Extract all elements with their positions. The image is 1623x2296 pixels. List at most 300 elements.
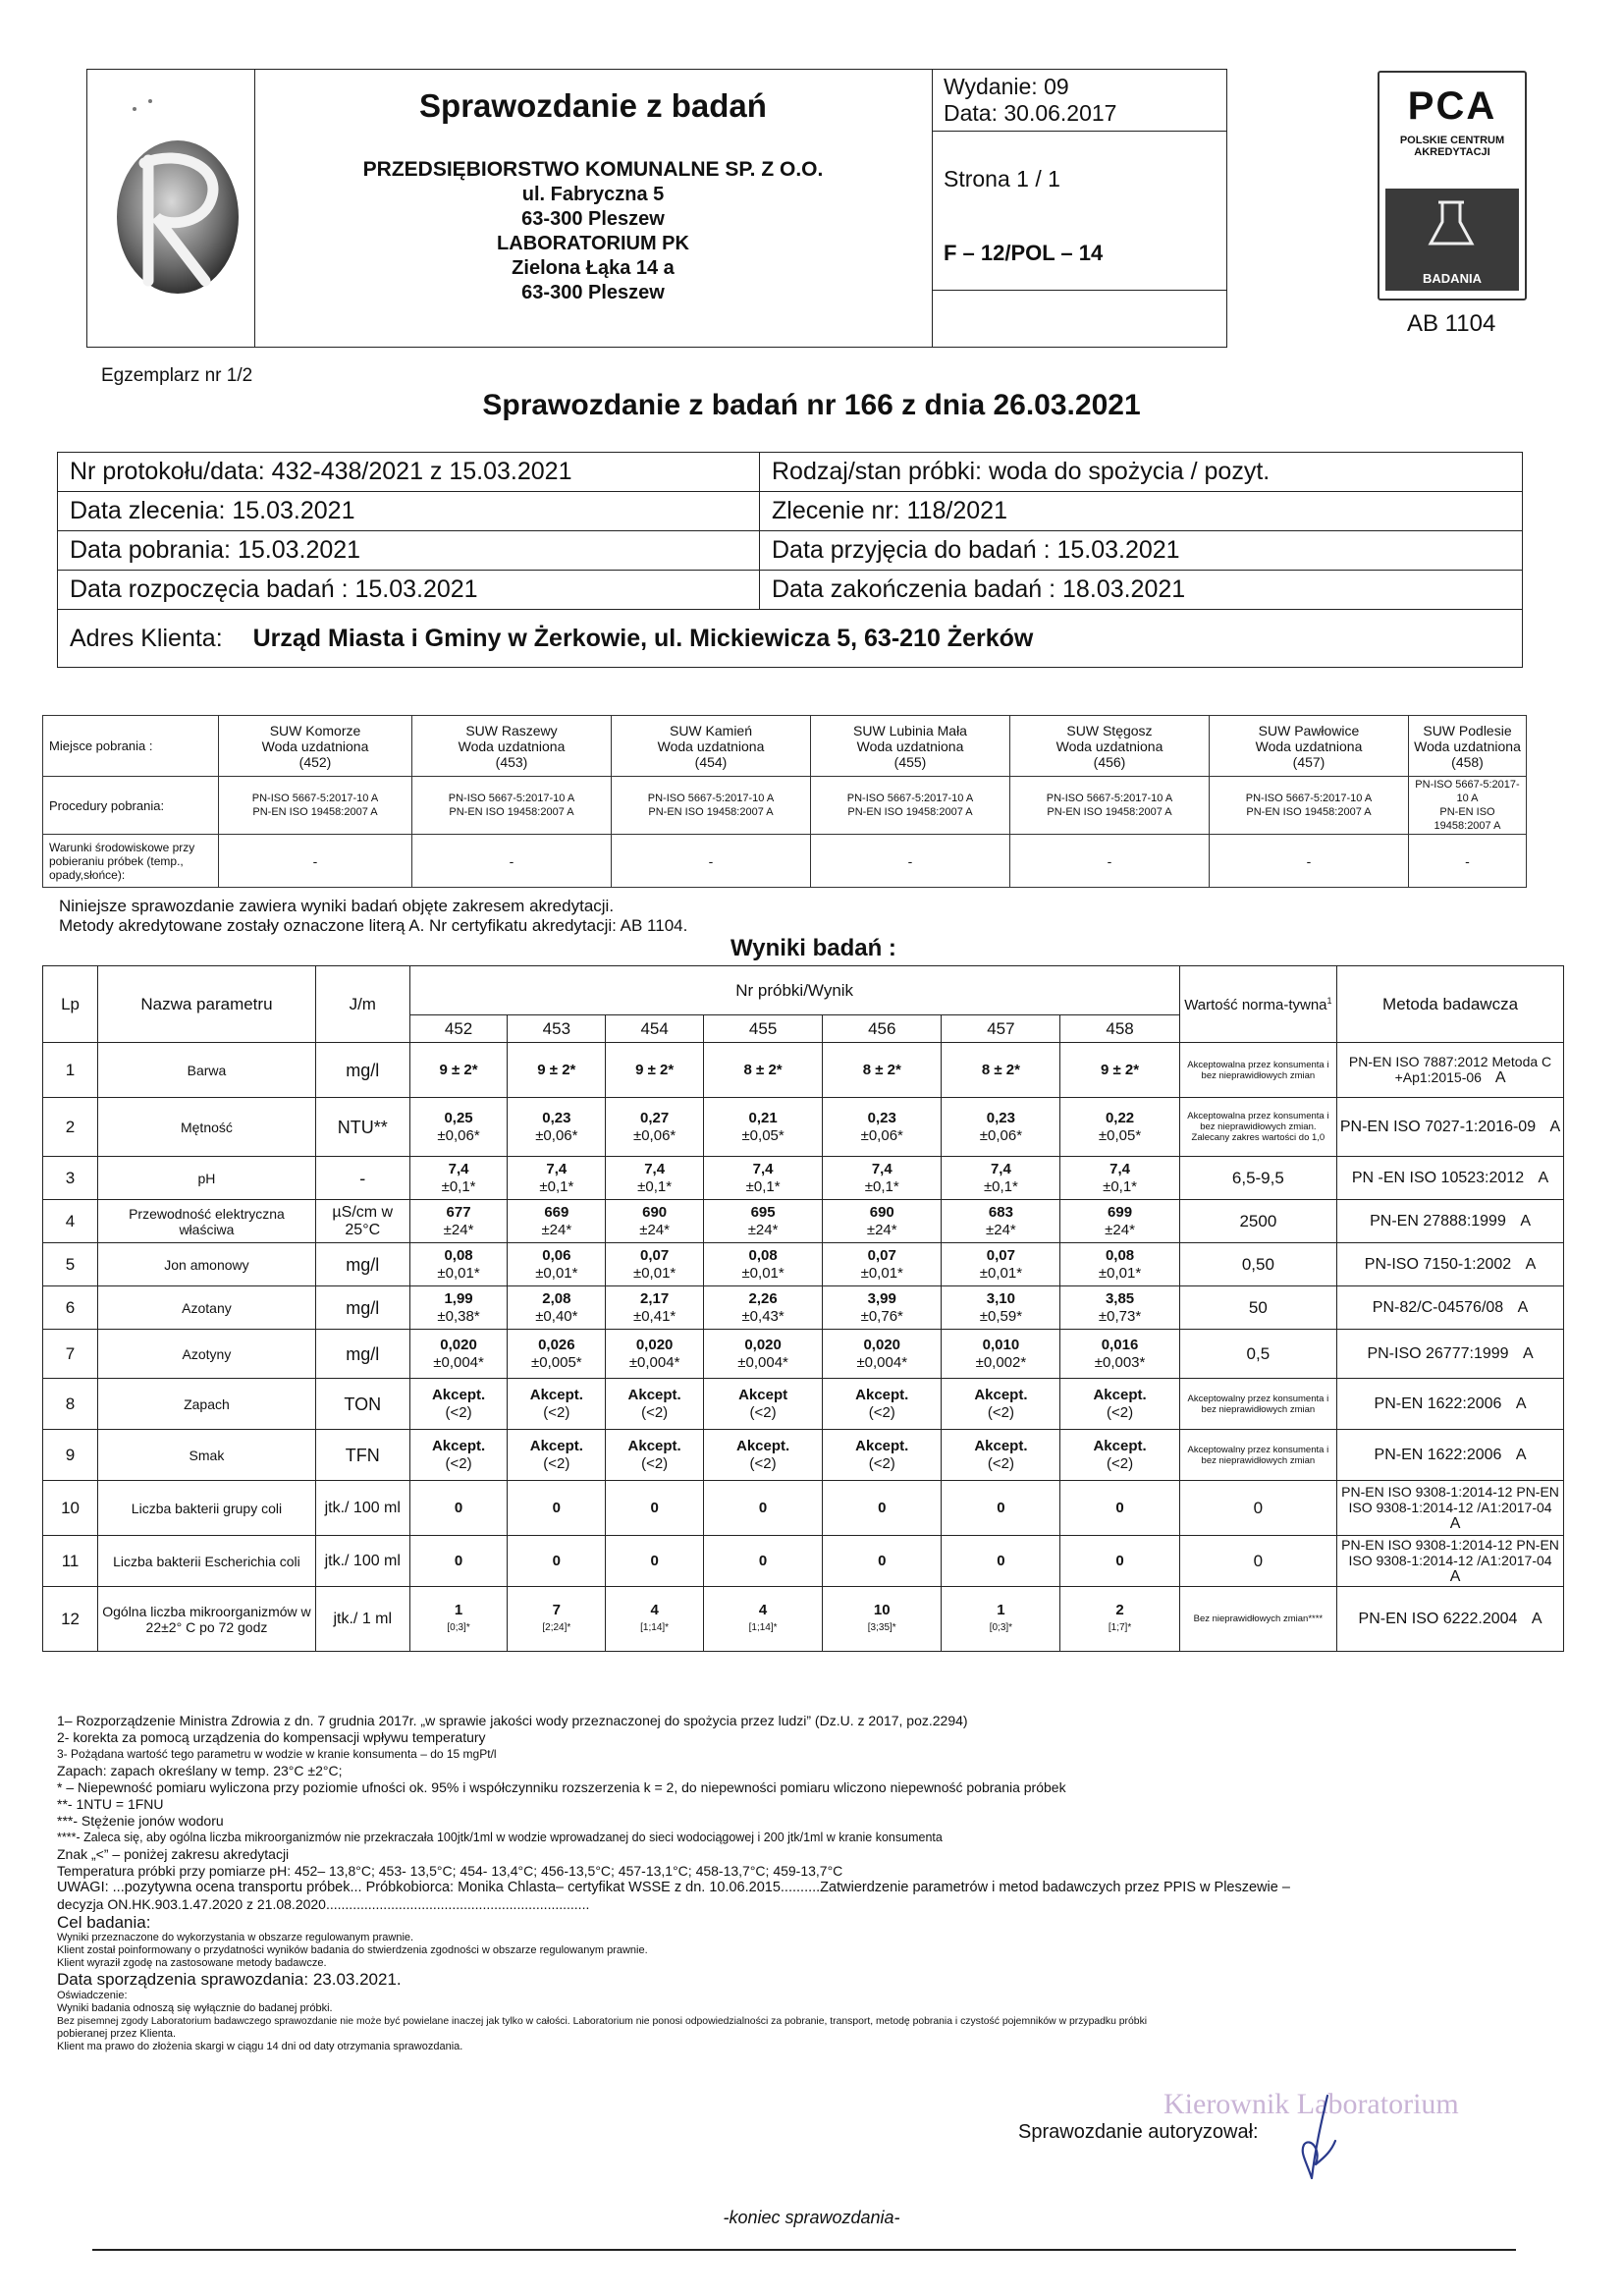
end-date: Data zakończenia badań : 18.03.2021	[760, 571, 1523, 610]
result-value-cell	[1060, 1286, 1179, 1330]
start-date: Data rozpoczęcia badań : 15.03.2021	[58, 571, 760, 610]
uncertainty: ±0,43*	[741, 1307, 784, 1325]
result-value-cell	[409, 1043, 508, 1098]
report-header	[86, 69, 1227, 348]
col-parameter: Nazwa parametru	[98, 966, 316, 1043]
result-value-cell	[606, 1043, 704, 1098]
row-number: 5	[43, 1243, 98, 1286]
header-meta-cell	[932, 70, 1226, 347]
row-number: 12	[43, 1587, 98, 1652]
order-number: Zlecenie nr: 118/2021	[760, 492, 1523, 531]
result-value: 0,020	[440, 1336, 477, 1353]
result-value-cell	[942, 1481, 1060, 1536]
result-value-cell	[942, 1157, 1060, 1200]
report-title: Sprawozdanie z badań nr 166 z dnia 26.03.2021	[482, 389, 1141, 421]
site-id: (453)	[495, 753, 528, 770]
uncertainty: ±0,1*	[1103, 1177, 1138, 1195]
result-value: 0,25	[444, 1109, 473, 1126]
result-value: 0,020	[863, 1336, 901, 1353]
result-row	[43, 1587, 1564, 1652]
result-value-cell	[409, 1536, 508, 1587]
unit: TON	[315, 1379, 409, 1430]
result-value: 4	[758, 1601, 768, 1618]
test-method-cell	[1337, 1536, 1564, 1587]
footnote: Zapach: zapach określany w temp. 23°C ±2°C;	[57, 1763, 343, 1778]
result-value-cell	[942, 1587, 1060, 1652]
result-value: Akcept.	[855, 1386, 909, 1403]
test-method-cell	[1337, 1098, 1564, 1157]
result-value: 0,27	[640, 1109, 670, 1126]
row-number: 8	[43, 1379, 98, 1430]
result-row	[43, 1481, 1564, 1536]
results-table	[42, 965, 1564, 1652]
result-value-cell	[704, 1098, 823, 1157]
result-value: 8 ± 2*	[862, 1061, 901, 1078]
site-cell	[811, 716, 1010, 777]
result-value-cell	[508, 1157, 606, 1200]
site-type: Woda uzdatniona	[856, 738, 964, 754]
conditions-cell: -	[1010, 835, 1210, 888]
result-value-cell	[606, 1481, 704, 1536]
uncertainty: ±24*	[639, 1221, 670, 1238]
uncertainty: ±0,003*	[1094, 1353, 1146, 1371]
test-method: PN-EN 27888:1999	[1370, 1212, 1506, 1230]
conditions-cell: -	[811, 835, 1010, 888]
result-value: 0,08	[1105, 1246, 1135, 1264]
normative-value: 0,5	[1179, 1330, 1336, 1379]
procedure-1: PN-ISO 5667-5:2017-10 A	[1415, 779, 1520, 804]
uncertainty: (<2)	[641, 1454, 669, 1472]
site-type: Woda uzdatniona	[1055, 738, 1163, 754]
uncertainty: ±0,1*	[745, 1177, 781, 1195]
declaration-line: Bez pisemnej zgody Laboratorium badawczego sprawozdanie nie może być powielane inaczej jak tylko w całości. Laboratorium nie ponosi odpowiedzialności za pobranie, transport, metodę pobrania i czystość pojemników w przypadku próbki	[57, 2016, 1148, 2027]
result-value-cell	[1060, 1587, 1179, 1652]
result-value: 2,17	[640, 1289, 670, 1307]
result-value-cell	[1060, 1157, 1179, 1200]
result-value: 0,016	[1101, 1336, 1139, 1353]
result-value: Akcept.	[431, 1437, 486, 1454]
normative-footnote: 1	[1326, 995, 1332, 1006]
result-value-cell	[409, 1157, 508, 1200]
result-value-cell	[409, 1330, 508, 1379]
uncertainty: ±0,005*	[531, 1353, 582, 1371]
unit: jtk./ 1 ml	[315, 1587, 409, 1652]
unit: TFN	[315, 1430, 409, 1481]
result-value: 7,4	[644, 1160, 666, 1177]
uncertainty: (<2)	[1107, 1454, 1134, 1472]
footnote: ***- Stężenie jonów wodoru	[57, 1813, 224, 1829]
parameter-name: Azotany	[98, 1286, 316, 1330]
results-title: Wyniki badań :	[730, 935, 896, 961]
row-number: 3	[43, 1157, 98, 1200]
result-value-cell	[942, 1536, 1060, 1587]
address-line: Zielona Łąka 14 a	[512, 257, 675, 279]
procedure-cell	[1210, 777, 1409, 835]
sample-id: 453	[508, 1015, 606, 1043]
result-value-cell	[606, 1157, 704, 1200]
results-header-row	[43, 966, 1564, 1015]
signature-image	[1286, 2092, 1355, 2185]
procedure-1: PN-ISO 5667-5:2017-10 A	[647, 793, 775, 804]
procedure-cell	[612, 777, 811, 835]
procedure-1: PN-ISO 5667-5:2017-10 A	[1245, 793, 1373, 804]
result-value-cell	[942, 1098, 1060, 1157]
result-value: 0	[758, 1499, 768, 1516]
uncertainty: ±0,01*	[437, 1264, 480, 1282]
purpose-label: Cel badania:	[57, 1913, 151, 1932]
result-value-cell	[704, 1587, 823, 1652]
parameter-name: Jon amonowy	[98, 1243, 316, 1286]
uncertainty: ±0,06*	[860, 1126, 903, 1144]
sample-id: 456	[823, 1015, 942, 1043]
footnote: 2- korekta za pomocą urządzenia do kompensacji wpływu temperatury	[57, 1729, 486, 1745]
procedure-cell	[811, 777, 1010, 835]
normative-value: 6,5-9,5	[1179, 1157, 1336, 1200]
result-value-cell	[823, 1536, 942, 1587]
declaration-line: Wyniki badania odnoszą się wyłącznie do badanej próbki.	[57, 2002, 333, 2014]
unit: µS/cm w 25°C	[315, 1200, 409, 1243]
result-value-cell	[508, 1430, 606, 1481]
bottom-rule	[92, 2249, 1516, 2251]
result-value: 677	[446, 1203, 471, 1221]
normative-value: Akceptowalna przez konsumenta i bez nieprawidłowych zmian	[1179, 1043, 1336, 1098]
result-value-cell	[1060, 1200, 1179, 1243]
procedure-1: PN-ISO 5667-5:2017-10 A	[846, 793, 974, 804]
result-value: 699	[1108, 1203, 1133, 1221]
result-value-cell	[942, 1430, 1060, 1481]
result-value-cell	[823, 1587, 942, 1652]
site-id: (458)	[1451, 753, 1484, 770]
normative-value: 0	[1179, 1536, 1336, 1587]
uncertainty: ±0,1*	[983, 1177, 1018, 1195]
footnote: Temperatura próbki przy pomiarze pH: 452– 13,8°C; 453- 13,5°C; 454- 13,4°C; 456-13,5°C; 457-13,1°C; 458-13,7°C; 459-13,7°C	[57, 1863, 843, 1879]
unit: mg/l	[315, 1330, 409, 1379]
result-value-cell	[823, 1200, 942, 1243]
result-row	[43, 1430, 1564, 1481]
result-value-cell	[508, 1330, 606, 1379]
result-value-cell	[704, 1157, 823, 1200]
uncertainty: ±0,1*	[637, 1177, 673, 1195]
uncertainty: (<2)	[445, 1454, 472, 1472]
result-value: 0	[1115, 1499, 1124, 1516]
uncertainty: ±0,05*	[1098, 1126, 1142, 1144]
normative-value: Akceptowalny przez konsumenta i bez nieprawidłowych zmian	[1179, 1430, 1336, 1481]
result-value: 2,26	[748, 1289, 778, 1307]
report-info-table	[57, 452, 1523, 668]
result-value-cell	[1060, 1330, 1179, 1379]
result-value: 0,08	[748, 1246, 778, 1264]
end-of-report: -koniec sprawozdania-	[723, 2208, 900, 2227]
uncertainty: [1;7]*	[1108, 1621, 1132, 1633]
result-value: 0	[878, 1552, 887, 1569]
result-value-cell	[942, 1286, 1060, 1330]
parameter-name: Liczba bakterii grupy coli	[98, 1481, 316, 1536]
procedure-2: PN-EN ISO 19458:2007 A	[648, 806, 774, 818]
pca-name-line1: POLSKIE CENTRUM	[1399, 135, 1505, 146]
result-value-cell	[606, 1379, 704, 1430]
result-value-cell	[1060, 1430, 1179, 1481]
result-value-cell	[704, 1536, 823, 1587]
uncertainty: ±0,01*	[1098, 1264, 1142, 1282]
accreditation-mark: A	[1538, 1169, 1549, 1186]
sample-type: Rodzaj/stan próbki: woda do spożycia / pozyt.	[760, 453, 1523, 492]
result-row	[43, 1286, 1564, 1330]
uncertainty: (<2)	[987, 1454, 1014, 1472]
uncertainty: ±0,59*	[979, 1307, 1023, 1325]
result-value-cell	[508, 1587, 606, 1652]
col-samples: Nr próbki/Wynik	[409, 966, 1179, 1015]
result-value: 0,23	[867, 1109, 896, 1126]
result-value: 0,23	[986, 1109, 1015, 1126]
parameter-name: Azotyny	[98, 1330, 316, 1379]
uncertainty: (<2)	[987, 1403, 1014, 1421]
procedure-2: PN-EN ISO 19458:2007 A	[252, 806, 378, 818]
result-value-cell	[508, 1200, 606, 1243]
accreditation-mark: A	[1515, 1394, 1527, 1412]
result-value-cell	[704, 1481, 823, 1536]
site-name: SUW Lubinia Mała	[853, 722, 967, 738]
uncertainty: (<2)	[868, 1403, 895, 1421]
uncertainty: (<2)	[749, 1454, 777, 1472]
unit: jtk./ 100 ml	[315, 1481, 409, 1536]
result-value: 3,85	[1105, 1289, 1135, 1307]
procedure-1: PN-ISO 5667-5:2017-10 A	[251, 793, 379, 804]
uncertainty: ±0,01*	[535, 1264, 578, 1282]
result-value-cell	[508, 1379, 606, 1430]
result-value-cell	[409, 1243, 508, 1286]
test-method-cell	[1337, 1243, 1564, 1286]
result-value-cell	[1060, 1098, 1179, 1157]
protocol-number: Nr protokołu/data: 432-438/2021 z 15.03.2021	[58, 453, 760, 492]
uncertainty: ±0,004*	[628, 1353, 680, 1371]
footnotes	[57, 1713, 1290, 2053]
uncertainty: ±24*	[443, 1221, 474, 1238]
site-cell	[612, 716, 811, 777]
result-value: 683	[988, 1203, 1013, 1221]
pca-name-line2: AKREDYTACJI	[1414, 146, 1490, 158]
result-value-cell	[1060, 1379, 1179, 1430]
uncertainty: ±0,73*	[1098, 1307, 1142, 1325]
result-value: 9 ± 2*	[635, 1061, 675, 1078]
result-value: 0,07	[640, 1246, 670, 1264]
result-value-cell	[704, 1043, 823, 1098]
normative-value: 0,50	[1179, 1243, 1336, 1286]
footnote: ****- Zaleca się, aby ogólna liczba mikroorganizmów nie przekraczała 100jtk/1ml w wodzie wprowadzanej do sieci wodociągowej i 200 jtk/1ml w kranie konsumenta	[57, 1831, 943, 1844]
footnote: **- 1NTU = 1FNU	[57, 1796, 164, 1812]
page-box	[932, 131, 1226, 291]
result-value: 0,07	[986, 1246, 1015, 1264]
result-value: 0	[997, 1499, 1005, 1516]
result-value: Akcept.	[974, 1386, 1028, 1403]
procedure-2: PN-EN ISO 19458:2007 A	[1246, 806, 1372, 818]
result-value: 0,06	[542, 1246, 571, 1264]
procedure-cell	[412, 777, 612, 835]
declaration-line: pobieranej przez Klienta.	[57, 2028, 177, 2040]
site-id: (454)	[694, 753, 728, 770]
result-value: 7	[552, 1601, 562, 1618]
edition-date: Data: 30.06.2017	[944, 100, 1117, 126]
result-value-cell	[508, 1286, 606, 1330]
address-line: 63-300 Pleszew	[521, 208, 665, 230]
uncertainty: ±0,06*	[979, 1126, 1023, 1144]
accreditation-mark: A	[1520, 1212, 1531, 1230]
laboratory-manager-stamp: Kierownik Laboratorium	[1163, 2088, 1459, 2120]
result-value: Akcept	[738, 1386, 788, 1403]
parameter-name: Przewodność elektryczna właściwa	[98, 1200, 316, 1243]
uncertainty: ±0,38*	[437, 1307, 480, 1325]
accreditation-mark: A	[1525, 1255, 1537, 1273]
test-method: PN -EN ISO 10523:2012	[1351, 1169, 1525, 1186]
procedure-1: PN-ISO 5667-5:2017-10 A	[1046, 793, 1173, 804]
site-name: SUW Stęgosz	[1066, 722, 1153, 738]
site-name: SUW Kamień	[669, 722, 753, 738]
procedure-2: PN-EN ISO 19458:2007 A	[847, 806, 973, 818]
test-method-cell	[1337, 1286, 1564, 1330]
result-value-cell	[942, 1043, 1060, 1098]
result-row	[43, 1043, 1564, 1098]
site-id: (457)	[1292, 753, 1325, 770]
unit: jtk./ 100 ml	[315, 1536, 409, 1587]
test-method-cell	[1337, 1587, 1564, 1652]
result-value: 0,020	[635, 1336, 674, 1353]
test-method-cell	[1337, 1330, 1564, 1379]
result-value: 0,010	[982, 1336, 1020, 1353]
result-value: 0	[1115, 1552, 1124, 1569]
sampling-procedure-row	[43, 777, 1527, 835]
normative-value: Akceptowalny przez konsumenta i bez nieprawidłowych zmian	[1179, 1379, 1336, 1430]
result-value-cell	[606, 1286, 704, 1330]
normative-value: 2500	[1179, 1200, 1336, 1243]
result-value: Akcept.	[627, 1437, 681, 1454]
uncertainty: ±0,01*	[632, 1264, 676, 1282]
result-value-cell	[823, 1243, 942, 1286]
uncertainty: ±24*	[747, 1221, 779, 1238]
accreditation-mark: A	[1449, 1515, 1461, 1532]
uncertainty: ±0,76*	[860, 1307, 903, 1325]
result-value: 0,08	[444, 1246, 473, 1264]
uncertainty: ±24*	[866, 1221, 897, 1238]
copy-number: Egzemplarz nr 1/2	[101, 365, 253, 386]
conditions-cell: -	[219, 835, 412, 888]
result-value: 8 ± 2*	[743, 1061, 783, 1078]
result-value: 0,026	[538, 1336, 575, 1353]
test-method-cell	[1337, 1481, 1564, 1536]
result-value: Akcept.	[1093, 1437, 1147, 1454]
result-row	[43, 1536, 1564, 1587]
result-value-cell	[1060, 1243, 1179, 1286]
result-row	[43, 1200, 1564, 1243]
pca-logo-text: PCA	[1407, 84, 1497, 128]
result-value-cell	[823, 1379, 942, 1430]
conditions-cell: -	[412, 835, 612, 888]
result-value-cell	[508, 1481, 606, 1536]
site-type: Woda uzdatniona	[261, 738, 369, 754]
result-value-cell	[704, 1330, 823, 1379]
uncertainty: ±0,1*	[864, 1177, 899, 1195]
result-value: 0	[552, 1499, 562, 1516]
result-value: 9 ± 2*	[537, 1061, 576, 1078]
conditions-cell: -	[612, 835, 811, 888]
col-normative	[1179, 966, 1336, 1043]
unit: mg/l	[315, 1243, 409, 1286]
result-value-cell	[409, 1200, 508, 1243]
accreditation-mark: A	[1517, 1298, 1529, 1316]
result-value-cell	[942, 1243, 1060, 1286]
site-cell	[412, 716, 612, 777]
accredited-methods-note: Metody akredytowane zostały oznaczone literą A. Nr certyfikatu akredytacji: AB 1104.	[59, 916, 688, 935]
procedure-cell	[219, 777, 412, 835]
site-id: (455)	[893, 753, 927, 770]
result-value-cell	[409, 1481, 508, 1536]
result-value-cell	[1060, 1481, 1179, 1536]
test-method-cell	[1337, 1430, 1564, 1481]
uncertainty: ±0,1*	[539, 1177, 574, 1195]
result-value: 0,020	[744, 1336, 782, 1353]
purpose-line: Klient został poinformowany o przydatności wyników badania do stwierdzenia zgodności w obszarze regulowanym prawnie.	[57, 1944, 648, 1956]
row-number: 11	[43, 1536, 98, 1587]
result-value-cell	[704, 1286, 823, 1330]
result-value: 10	[873, 1601, 891, 1618]
flask-icon	[1380, 189, 1525, 267]
order-date: Data zlecenia: 15.03.2021	[58, 492, 760, 531]
receipt-date: Data przyjęcia do badań : 15.03.2021	[760, 531, 1523, 571]
uncertainty: ±0,01*	[860, 1264, 903, 1282]
test-method: PN-EN 1622:2006	[1374, 1446, 1502, 1463]
result-row	[43, 1330, 1564, 1379]
result-value: 2,08	[542, 1289, 571, 1307]
parameter-name: Barwa	[98, 1043, 316, 1098]
parameter-name: Smak	[98, 1430, 316, 1481]
accreditation-mark: A	[1522, 1344, 1534, 1362]
result-value-cell	[409, 1379, 508, 1430]
result-value-cell	[508, 1243, 606, 1286]
parameter-name: Liczba bakterii Escherichia coli	[98, 1536, 316, 1587]
uncertainty: ±0,004*	[737, 1353, 788, 1371]
test-method: PN-EN 1622:2006	[1374, 1394, 1502, 1412]
result-value-cell	[1060, 1536, 1179, 1587]
uncertainty: ±24*	[1105, 1221, 1135, 1238]
result-value-cell	[942, 1200, 1060, 1243]
test-method: PN-ISO 7150-1:2002	[1364, 1255, 1512, 1273]
test-method: PN-EN ISO 6222.2004	[1358, 1610, 1518, 1627]
unit: NTU**	[315, 1098, 409, 1157]
result-value: 0,07	[867, 1246, 896, 1264]
result-value: 0	[454, 1552, 463, 1569]
sampling-table	[42, 715, 1527, 888]
purpose-line: Klient wyraził zgodę na zastosowane metody badawcze.	[57, 1957, 327, 1969]
result-value: 9 ± 2*	[439, 1061, 478, 1078]
procedure-2: PN-EN ISO 19458:2007 A	[449, 806, 574, 818]
site-type: Woda uzdatniona	[657, 738, 765, 754]
result-value: Akcept.	[431, 1386, 486, 1403]
uncertainty: ±0,002*	[975, 1353, 1027, 1371]
procedure-1: PN-ISO 5667-5:2017-10 A	[448, 793, 575, 804]
form-code-box	[932, 241, 1226, 347]
result-value: 7,4	[990, 1160, 1011, 1177]
address-line: 63-300 Pleszew	[521, 282, 665, 303]
row-number: 4	[43, 1200, 98, 1243]
result-value-cell	[508, 1098, 606, 1157]
uncertainty: ±0,05*	[741, 1126, 784, 1144]
result-value: 0	[650, 1499, 659, 1516]
result-value: 0,21	[748, 1109, 778, 1126]
conditions-cell: -	[1210, 835, 1409, 888]
site-cell	[1210, 716, 1409, 777]
declaration-line: Klient ma prawo do złożenia skargi w ciągu 14 dni od daty otrzymania sprawozdania.	[57, 2041, 463, 2052]
result-value-cell	[606, 1243, 704, 1286]
normative-value: Akceptowalna przez konsumenta i bez nieprawidłowych zmian. Zalecany zakres wartości do 1,0	[1179, 1098, 1336, 1157]
result-value-cell	[823, 1430, 942, 1481]
